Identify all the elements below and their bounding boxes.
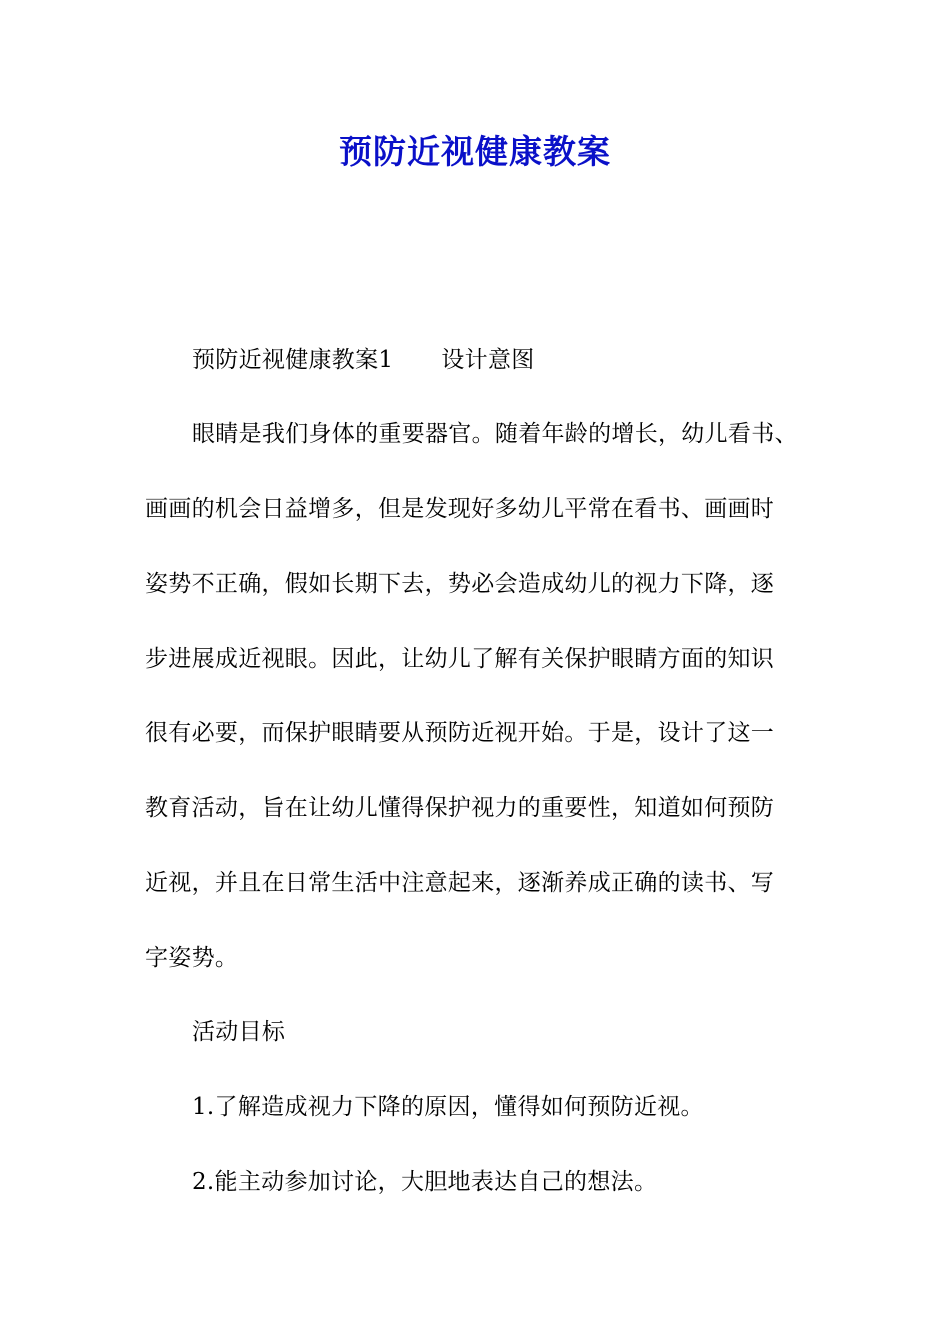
paragraph-line-1: 眼睛是我们身体的重要器官。随着年龄的增长，幼儿看书、 — [192, 421, 798, 447]
document-title: 预防近视健康教案 — [339, 132, 611, 171]
goal-item-1: 1.了解造成视力下降的原因，懂得如何预防近视。 — [192, 1094, 704, 1120]
paragraph-line-5: 很有必要，而保护眼睛要从预防近视开始。于是，设计了这一 — [145, 720, 775, 746]
paragraph-line-8: 字姿势。 — [145, 945, 239, 971]
paragraph-line-2: 画画的机会日益增多，但是发现好多幼儿平常在看书、画画时 — [145, 496, 775, 522]
paragraph-line-6: 教育活动，旨在让幼儿懂得保护视力的重要性，知道如何预防 — [145, 795, 775, 821]
goals-heading: 活动目标 — [192, 1019, 286, 1045]
paragraph-line-4: 步进展成近视眼。因此，让幼儿了解有关保护眼睛方面的知识 — [145, 646, 775, 672]
section-heading: 预防近视健康教案1 — [192, 347, 394, 373]
section-heading-line — [192, 345, 535, 375]
paragraph-line-7: 近视，并且在日常生活中注意起来，逐渐养成正确的读书、写 — [145, 870, 775, 896]
goal-item-2: 2.能主动参加讨论，大胆地表达自己的想法。 — [192, 1169, 658, 1195]
paragraph-line-3: 姿势不正确，假如长期下去，势必会造成幼儿的视力下降，逐 — [145, 571, 775, 597]
subheading-design-intent: 设计意图 — [441, 347, 535, 373]
